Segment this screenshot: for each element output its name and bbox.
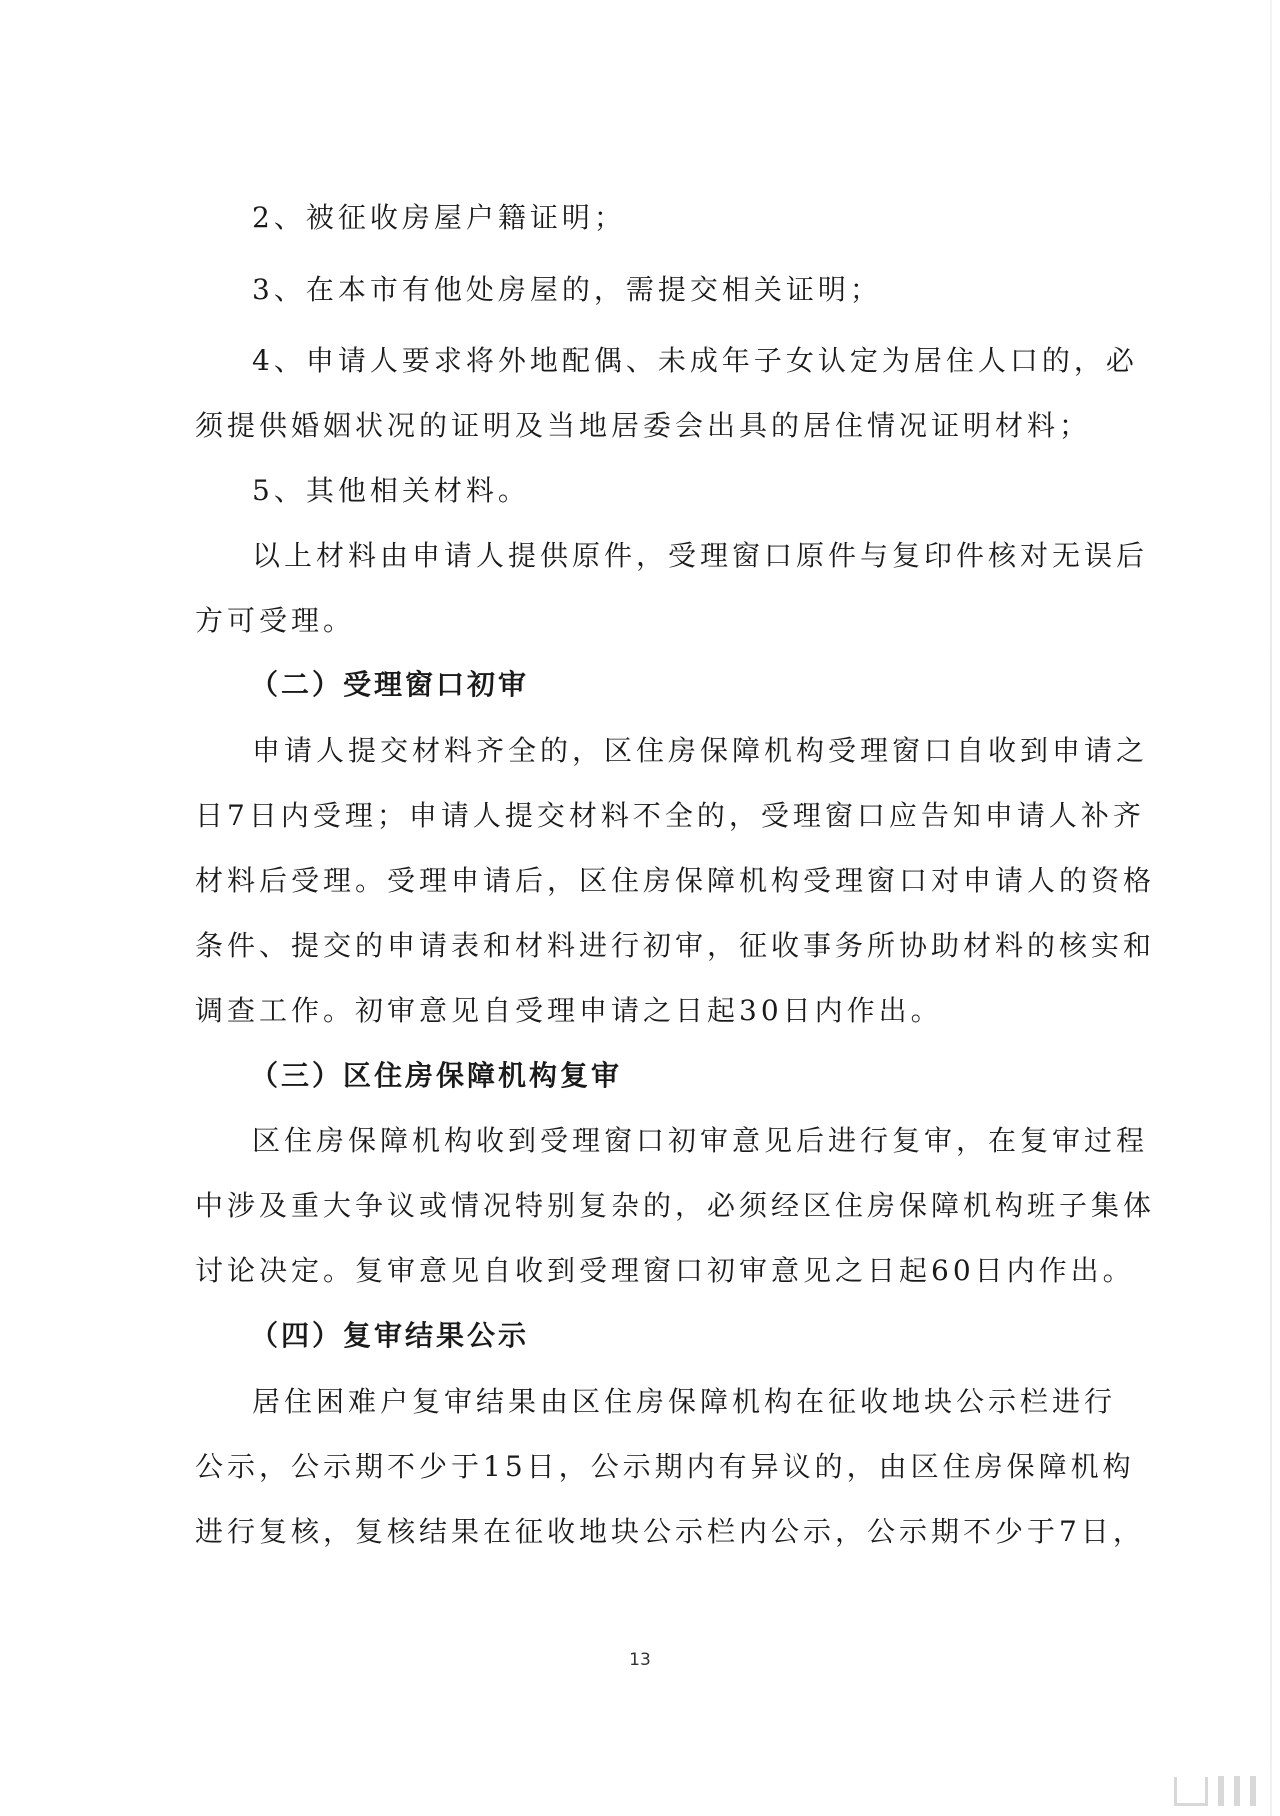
list-item-spouse-children: 4、申请人要求将外地配偶、未成年子女认定为居住人口的，必 (252, 344, 1138, 377)
paragraph-initial-review-3: 材料后受理。受理申请后，区住房保障机构受理窗口对申请人的资格 (195, 864, 1156, 897)
paragraph-publicity-3: 进行复核，复核结果在征收地块公示栏内公示，公示期不少于7日， (195, 1515, 1145, 1548)
list-item-spouse-children-cont: 须提供婚姻状况的证明及当地居委会出具的居住情况证明材料； (195, 409, 1092, 442)
scan-artifact-mark (1174, 1776, 1256, 1806)
paragraph-district-review-2: 中涉及重大争议或情况特别复杂的，必须经区住房保障机构班子集体 (195, 1189, 1156, 1222)
paragraph-originals-check-cont: 方可受理。 (195, 604, 356, 637)
paragraph-originals-check: 以上材料由申请人提供原件，受理窗口原件与复印件核对无误后 (252, 539, 1149, 572)
paragraph-initial-review-5: 调查工作。初审意见自受理申请之日起30日内作出。 (195, 994, 943, 1027)
scan-edge (1270, 0, 1272, 1816)
paragraph-initial-review: 申请人提交材料齐全的，区住房保障机构受理窗口自收到申请之 (252, 734, 1149, 767)
paragraph-district-review-3: 讨论决定。复审意见自收到受理窗口初审意见之日起60日内作出。 (195, 1254, 1135, 1287)
section-heading-district-review: （三）区住房保障机构复审 (250, 1059, 623, 1092)
page-number: 13 (629, 1650, 651, 1670)
list-item-other-materials: 5、其他相关材料。 (252, 474, 530, 507)
paragraph-initial-review-4: 条件、提交的申请表和材料进行初审，征收事务所协助材料的核实和 (195, 929, 1156, 962)
paragraph-initial-review-2: 日7日内受理；申请人提交材料不全的，受理窗口应告知申请人补齐 (195, 799, 1145, 832)
list-item-household-registration: 2、被征收房屋户籍证明； (252, 201, 626, 234)
paragraph-district-review: 区住房保障机构收到受理窗口初审意见后进行复审，在复审过程 (252, 1124, 1149, 1157)
paragraph-publicity-2: 公示，公示期不少于15日，公示期内有异议的，由区住房保障机构 (195, 1450, 1135, 1483)
section-heading-initial-review: （二）受理窗口初审 (250, 668, 530, 701)
list-item-other-property: 3、在本市有他处房屋的，需提交相关证明； (252, 273, 882, 306)
section-heading-publicity: （四）复审结果公示 (250, 1319, 530, 1352)
paragraph-publicity: 居住困难户复审结果由区住房保障机构在征收地块公示栏进行 (252, 1385, 1117, 1418)
